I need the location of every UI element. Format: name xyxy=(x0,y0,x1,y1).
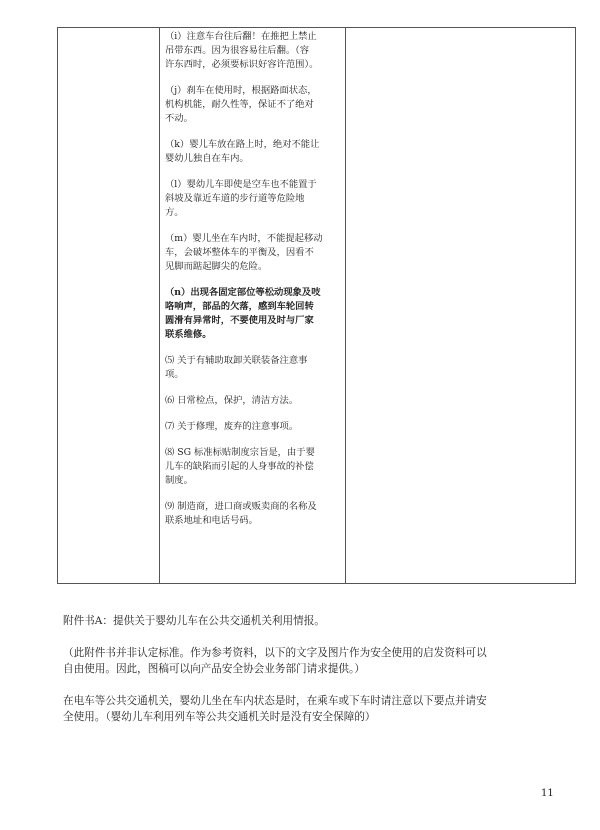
item-7: ⑺ 关于修理，废弃的注意事项。 xyxy=(165,421,299,432)
item-5: ⑸ 关于有辅助取卸关联装备注意事 项。 xyxy=(165,355,308,380)
page-number: 11 xyxy=(541,788,554,799)
appendix-body: 在电车等公共交通机关，婴幼儿坐在车内状态是时，在乘车或下车时请注意以下要点并请安 全使用。（婴幼儿车利用列车等公共交通机关时是没有安全保障的） xyxy=(63,695,487,723)
table-divider-right xyxy=(345,28,346,583)
item-l: （l）婴幼儿车即使是空车也不能置于 斜坡及靠近车道的步行道等危险地 方。 xyxy=(165,179,317,218)
item-n: （n）出现各固定部位等松动现象及吱 咯响声，部品的欠落，感到车轮回转 圆滑有异常时，不要使用及时与厂家 联系维修。 xyxy=(165,287,321,340)
appendix-section xyxy=(63,597,573,741)
item-k: （k）婴儿车放在路上时，绝对不能让 婴幼儿独自在车内。 xyxy=(165,139,320,164)
appendix-note: （此附件书并非认定标准。作为参考资料，以下的文字及图片作为安全使用的启发资料可以 自由使用。因此，图稿可以向产品安全协会业务部门请求提供。） xyxy=(63,647,487,675)
item-m: （m）婴儿坐在车内时，不能提起移动 车，会破坏整体车的平衡及，因看不 见脚而踮起脚尖的危险。 xyxy=(165,233,323,272)
appendix-title: 附件书A：提供关于婴幼儿车在公共交通机关利用情报。 xyxy=(63,615,325,627)
item-6: ⑹ 日常检点，保护，清洁方法。 xyxy=(165,395,299,406)
table-middle-column xyxy=(165,30,343,540)
spec-table xyxy=(57,27,576,584)
item-j: （j）刹车在使用时，根据路面状态， 机构机能，耐久性等，保证不了绝对 不动。 xyxy=(165,85,317,124)
item-i: （i）注意车台往后翻！在推把上禁止 吊带东西。因为很容易往后翻。（容 许东西时，必须要标识好容许范围）。 xyxy=(165,31,319,70)
table-divider-left xyxy=(159,28,160,583)
item-9: ⑼ 制造商，进口商或贩卖商的名称及 联系地址和电话号码。 xyxy=(165,501,317,526)
item-8: ⑻ SG 标准标贴制度宗旨是，由于婴 儿车的缺陷而引起的人身事故的补偿 制度。 xyxy=(165,447,315,486)
